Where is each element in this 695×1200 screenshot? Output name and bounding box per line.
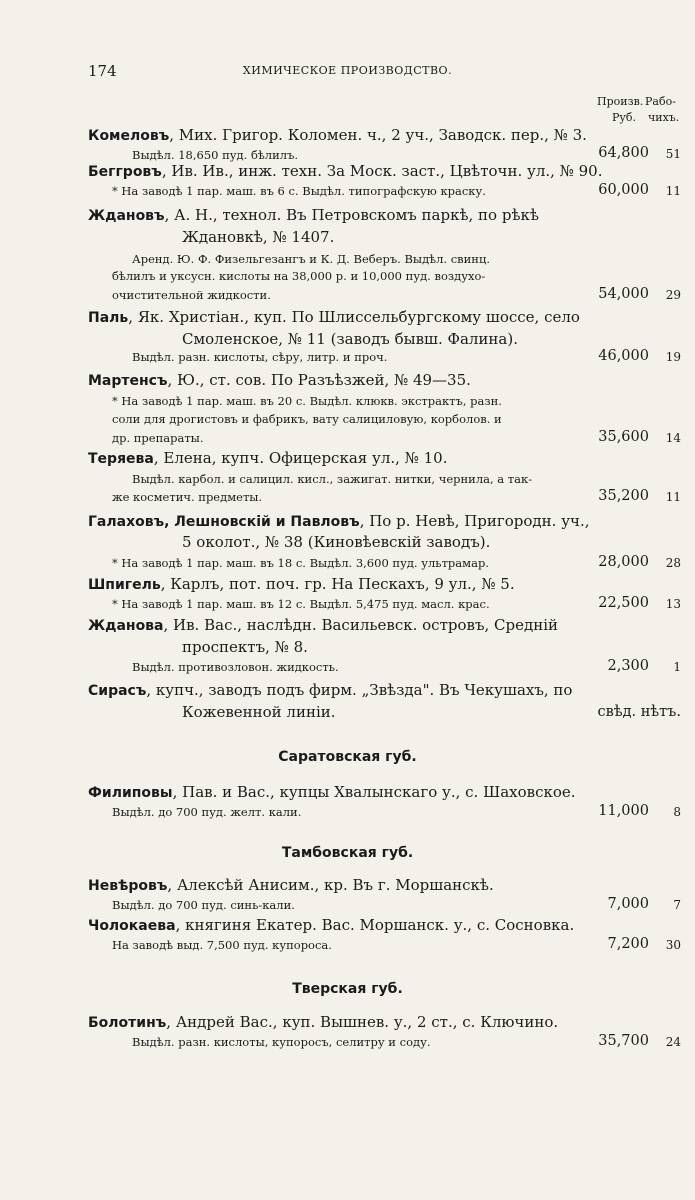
- workers-count: 8: [673, 805, 681, 819]
- entry-continuation: Кожевенной линіи.: [182, 703, 336, 721]
- col-production-head-2: Руб.: [612, 111, 636, 124]
- workers-count: 1: [673, 660, 681, 674]
- production-value: свѣд. нѣтъ.: [597, 704, 681, 720]
- production-value: 35,700: [598, 1033, 649, 1049]
- entry-name: Ждановъ: [88, 208, 165, 224]
- workers-count: 19: [665, 350, 681, 364]
- page-title: ХИМИЧЕСКОЕ ПРОИЗВОДСТВО.: [242, 64, 453, 77]
- production-value: 22,500: [598, 595, 649, 611]
- entry-text: , Елена, купч. Офицерская ул., № 10.: [153, 449, 448, 467]
- entry-line: [88, 918, 574, 933]
- entry-line: [88, 514, 589, 529]
- entry-line: [88, 164, 602, 179]
- entry-name: Мартенсъ: [88, 373, 168, 389]
- entry-text: , А. Н., технол. Въ Петровскомъ паркѣ, по рѣкѣ: [164, 206, 539, 224]
- workers-count: 11: [665, 184, 681, 198]
- production-value: 35,600: [598, 429, 649, 445]
- entry-note: бѣлилъ и уксусн. кислоты на 38,000 р. и 10,000 пуд. воздухо-: [112, 269, 486, 283]
- production-value: 46,000: [598, 348, 649, 364]
- entry-continuation: Смоленское, № 11 (заводъ бывш. Фалина).: [182, 330, 518, 348]
- entry-line: [88, 785, 576, 800]
- entry-note: Выдѣл. до 700 пуд. синь-кали.: [112, 898, 295, 912]
- entry-text: , По р. Невѣ, Пригородн. уч.,: [359, 512, 590, 530]
- entry-name: Теряева: [88, 451, 154, 467]
- entry-note: * На заводѣ 1 пар. маш. въ 18 с. Выдѣл. 3,600 пуд. ультрамар.: [112, 556, 489, 570]
- entry-note: соли для дрогистовъ и фабрикъ, вату салициловую, корболов. и: [112, 412, 502, 426]
- entry-line: [88, 1015, 558, 1030]
- entry-line: [88, 373, 471, 388]
- workers-count: 28: [665, 556, 681, 570]
- entry-note: Выдѣл. противозловон. жидкость.: [132, 660, 339, 674]
- entry-line: [88, 451, 447, 466]
- entry-text: , Карлъ, пот. поч. гр. На Пескахъ, 9 ул., № 5.: [160, 575, 515, 593]
- entry-line: [88, 878, 494, 893]
- entry-note: же косметич. предметы.: [112, 490, 263, 504]
- production-value: 2,300: [607, 658, 649, 674]
- col-workers-head-1: Рабо-: [645, 95, 676, 108]
- entry-line: [88, 310, 580, 325]
- workers-count: 11: [665, 490, 681, 504]
- production-value: 7,200: [607, 936, 649, 952]
- entry-line: [88, 683, 572, 698]
- workers-count: 30: [665, 938, 681, 952]
- entry-name: Паль: [88, 310, 129, 326]
- entry-name: Сирасъ: [88, 683, 147, 699]
- workers-count: 7: [673, 898, 681, 912]
- entry-line: [88, 618, 558, 633]
- entry-note: Выдѣл. до 700 пуд. желт. кали.: [112, 805, 302, 819]
- entry-name: Жданова: [88, 618, 164, 634]
- entry-note: * На заводѣ 1 пар. маш. въ 12 с. Выдѣл. 5,475 пуд. масл. крас.: [112, 597, 490, 611]
- entry-text: , Андрей Вас., куп. Вышнев. у., 2 ст., с. Ключино.: [166, 1013, 559, 1031]
- entry-name: Филиповы: [88, 785, 173, 801]
- entry-note: др. препараты.: [112, 431, 204, 445]
- workers-count: 14: [665, 431, 681, 445]
- entry-name: Болотинъ: [88, 1015, 167, 1031]
- workers-count: 51: [665, 147, 681, 161]
- entry-name: Комеловъ: [88, 128, 170, 144]
- entry-line: [88, 208, 539, 223]
- entry-note: На заводѣ выд. 7,500 пуд. купороса.: [112, 938, 332, 952]
- workers-count: 29: [665, 288, 681, 302]
- col-production-head-1: Произв.: [597, 95, 644, 108]
- production-value: 60,000: [598, 182, 649, 198]
- production-value: 35,200: [598, 488, 649, 504]
- entry-line: [88, 577, 515, 592]
- entry-text: , Ю., ст. сов. По Разъѣзжей, № 49—35.: [167, 371, 471, 389]
- entry-name: Шпигель: [88, 577, 161, 593]
- page-number: 174: [88, 62, 117, 80]
- entry-note: Аренд. Ю. Ф. Физельгезангъ и К. Д. Веберъ. Выдѣл. свинц.: [132, 252, 490, 266]
- workers-count: 13: [665, 597, 681, 611]
- entry-continuation: проспектъ, № 8.: [182, 638, 308, 656]
- entry-note: * На заводѣ 1 пар. маш. въ 20 с. Выдѣл. клюкв. экстрактъ, разн.: [112, 394, 502, 408]
- entry-text: , княгиня Екатер. Вас. Моршанск. у., с. Сосновка.: [175, 916, 575, 934]
- entry-text: , Як. Христіан., куп. По Шлиссельбургскому шоссе, село: [128, 308, 580, 326]
- entry-name: Чолокаева: [88, 918, 176, 934]
- entry-note: очистительной жидкости.: [112, 288, 271, 302]
- entry-text: , купч., заводъ подъ фирм. „Звѣзда". Въ Чекушахъ, по: [146, 681, 573, 699]
- section-title: Саратовская губ.: [278, 749, 417, 765]
- entry-text: , Мих. Григор. Коломен. ч., 2 уч., Заводск. пер., № 3.: [169, 126, 587, 144]
- section-title: Тверская губ.: [292, 981, 403, 997]
- workers-count: 24: [665, 1035, 681, 1049]
- entry-name: Невѣровъ: [88, 878, 168, 894]
- entry-note: Выдѣл. разн. кислоты, сѣру, литр. и проч.: [132, 350, 388, 364]
- entry-note: Выдѣл. 18,650 пуд. бѣлилъ.: [132, 148, 299, 162]
- entry-text: , Пав. и Вас., купцы Хвалынскаго у., с. Шаховское.: [172, 783, 576, 801]
- entry-line: [88, 128, 587, 143]
- col-workers-head-2: чихъ.: [648, 111, 680, 124]
- entry-note: Выдѣл. разн. кислоты, купоросъ, селитру и соду.: [132, 1035, 431, 1049]
- production-value: 54,000: [598, 286, 649, 302]
- production-value: 28,000: [598, 554, 649, 570]
- entry-name: Беггровъ: [88, 164, 162, 180]
- entry-text: , Ив. Вас., наслѣдн. Васильевск. островъ, Средній: [163, 616, 559, 634]
- production-value: 64,800: [598, 145, 649, 161]
- entry-note: * На заводѣ 1 пар. маш. въ 6 с. Выдѣл. типографскую краску.: [112, 184, 486, 198]
- entry-continuation: 5 околот., № 38 (Киновѣевскій заводъ).: [182, 533, 491, 551]
- entry-text: , Алексѣй Анисим., кр. Въ г. Моршанскѣ.: [167, 876, 494, 894]
- entry-name: Галаховъ, Лешновскій и Павловъ: [88, 514, 360, 530]
- entry-note: Выдѣл. карбол. и салицил. кисл., зажигат. нитки, чернила, а так-: [132, 472, 533, 486]
- entry-text: , Ив. Ив., инж. техн. За Моск. заст., Цвѣточн. ул., № 90.: [161, 162, 603, 180]
- production-value: 11,000: [598, 803, 649, 819]
- entry-continuation: Ждановкѣ, № 1407.: [182, 228, 335, 246]
- section-title: Тамбовская губ.: [281, 845, 414, 861]
- production-value: 7,000: [607, 896, 649, 912]
